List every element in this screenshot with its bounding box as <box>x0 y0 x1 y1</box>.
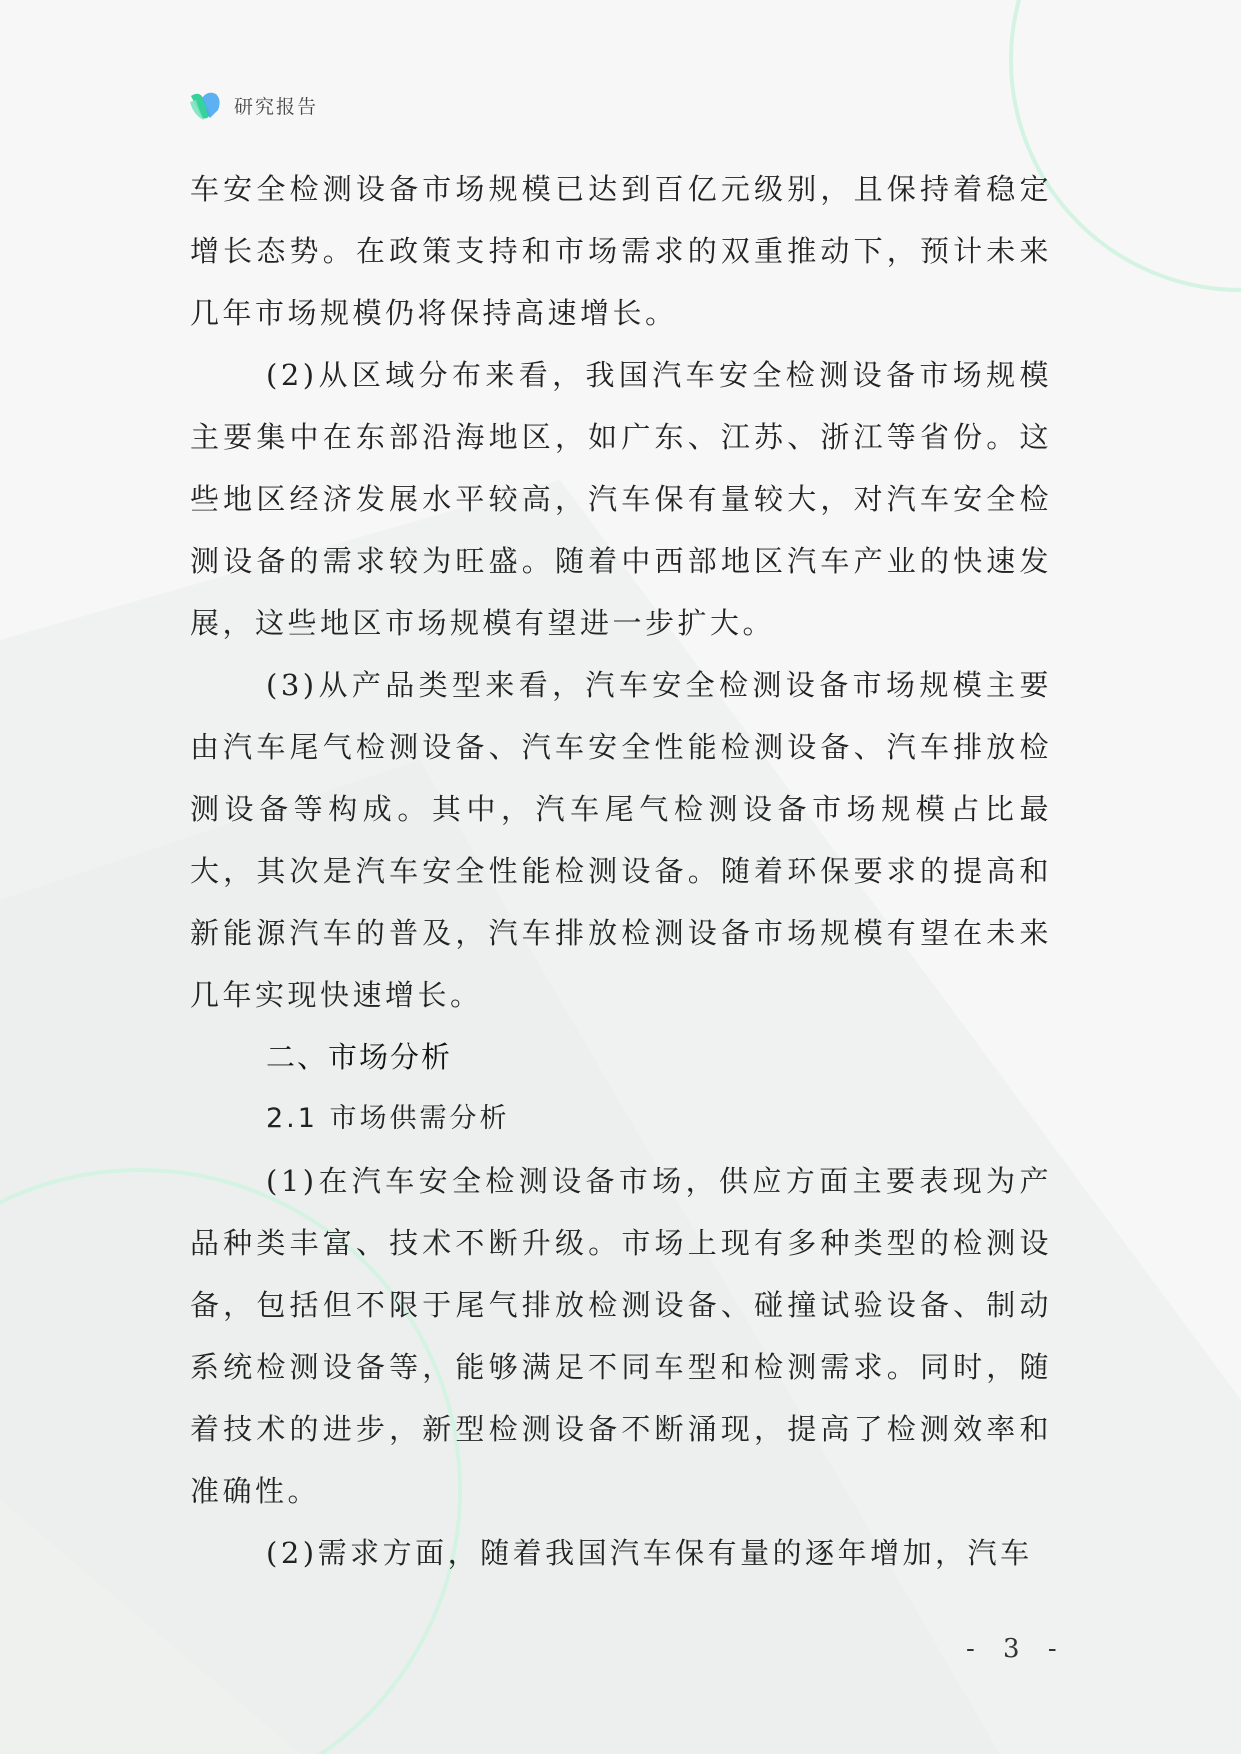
paragraph: (3)从产品类型来看，汽车安全检测设备市场规模主要由汽车尾气检测设备、汽车安全性能检测设备、汽车排放检测设备等构成。其中，汽车尾气检测设备市场规模占比最大，其次是汽车安全性能检测设备。随着环保要求的提高和新能源汽车的普及，汽车排放检测设备市场规模有望在未来几年实现快速增长。 <box>190 668 1052 1012</box>
main-content <box>190 158 1052 1584</box>
page-number: - 3 - <box>966 1634 1067 1664</box>
paragraph: 车安全检测设备市场规模已达到百亿元级别，且保持着稳定增长态势。在政策支持和市场需求的双重推动下，预计未来几年市场规模仍将保持高速增长。 <box>190 172 1052 330</box>
report-logo-icon <box>188 88 224 122</box>
section-heading: 二、市场分析 <box>266 1040 453 1074</box>
header-title: 研究报告 <box>234 95 319 118</box>
paragraph: (2)需求方面，随着我国汽车保有量的逐年增加，汽车 <box>266 1536 1033 1570</box>
paragraph: (1)在汽车安全检测设备市场，供应方面主要表现为产品种类丰富、技术不断升级。市场上现有多种类型的检测设备，包括但不限于尾气排放检测设备、碰撞试验设备、制动系统检测设备等，能够满足不同车型和检测需求。同时，随着技术的进步，新型检测设备不断涌现，提高了检测效率和准确性。 <box>190 1164 1052 1508</box>
page-header <box>188 88 318 122</box>
paragraph: (2)从区域分布来看，我国汽车安全检测设备市场规模主要集中在东部沿海地区，如广东、江苏、浙江等省份。这些地区经济发展水平较高，汽车保有量较大，对汽车安全检测设备的需求较为旺盛。随着中西部地区汽车产业的快速发展，这些地区市场规模有望进一步扩大。 <box>190 358 1052 640</box>
subsection-heading: 2.1 市场供需分析 <box>266 1103 510 1134</box>
